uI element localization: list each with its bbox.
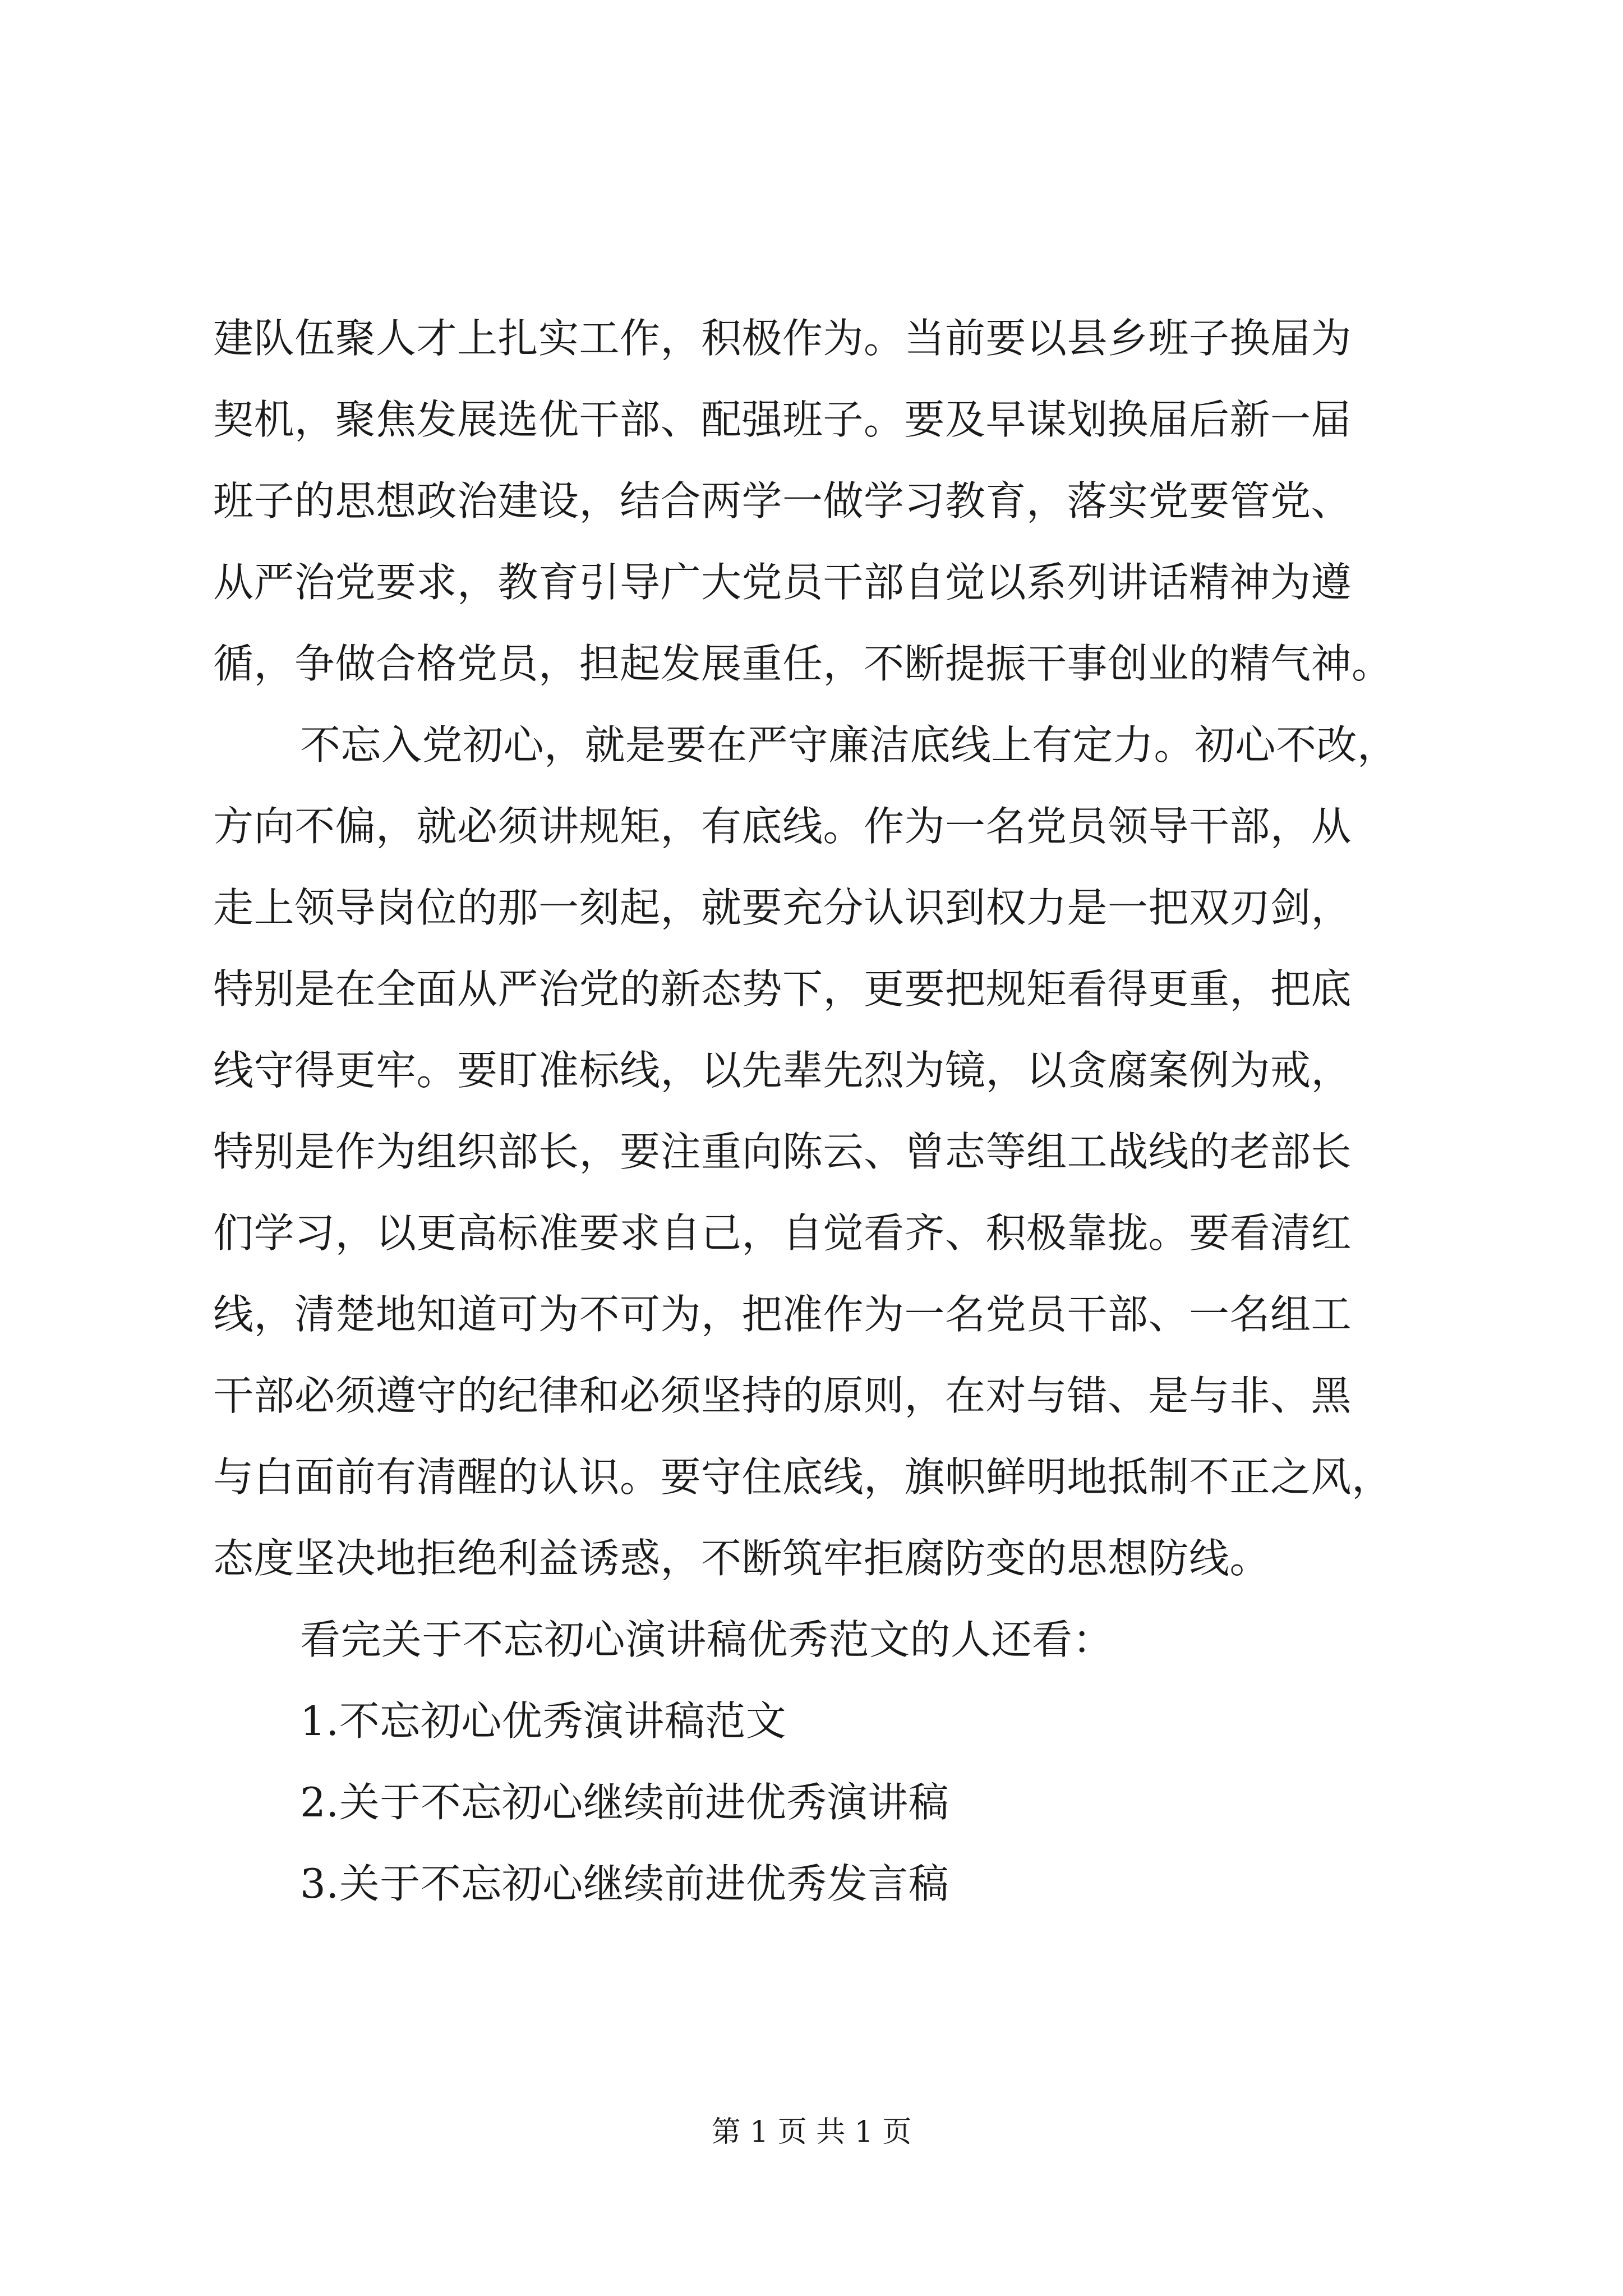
body-line: 方向不偏，就必须讲规矩，有底线。作为一名党员领导干部，从 <box>213 803 1352 850</box>
body-line: 契机，聚焦发展选优干部、配强班子。要及早谋划换届后新一届 <box>213 396 1352 443</box>
body-line: 走上领导岗位的那一刻起，就要充分认识到权力是一把双刃剑， <box>213 884 1352 931</box>
body-line: 特别是在全面从严治党的新态势下，更要把规矩看得更重，把底 <box>213 965 1352 1013</box>
body-line: 线守得更牢。要盯准标线，以先辈先烈为镜，以贪腐案例为戒， <box>213 1047 1352 1094</box>
related-item: 3.关于不忘初心继续前进优秀发言稿 <box>300 1860 949 1907</box>
body-line: 与白面前有清醒的认识。要守住底线，旗帜鲜明地抵制不正之风， <box>213 1453 1393 1501</box>
body-line: 班子的思想政治建设，结合两学一做学习教育，落实党要管党、 <box>213 477 1352 524</box>
body-line: 特别是作为组织部长，要注重向陈云、曾志等组工战线的老部长 <box>213 1128 1352 1175</box>
related-item: 1.不忘初心优秀演讲稿范文 <box>300 1697 787 1745</box>
body-line: 线，清楚地知道可为不可为，把准作为一名党员干部、一名组工 <box>213 1291 1352 1338</box>
body-line: 从严治党要求，教育引导广大党员干部自觉以系列讲话精神为遵 <box>213 559 1352 606</box>
body-line: 态度坚决地拒绝利益诱惑，不断筑牢拒腐防变的思想防线。 <box>213 1535 1271 1582</box>
body-line: 干部必须遵守的纪律和必须坚持的原则，在对与错、是与非、黑 <box>213 1372 1352 1419</box>
related-item: 2.关于不忘初心继续前进优秀演讲稿 <box>300 1779 949 1826</box>
body-line: 建队伍聚人才上扎实工作，积极作为。当前要以县乡班子换届为 <box>213 315 1352 362</box>
body-line: 循，争做合格党员，担起发展重任，不断提振干事创业的精气神。 <box>213 640 1393 687</box>
page-footer: 第 1 页 共 1 页 <box>711 2115 912 2149</box>
body-line: 们学习，以更高标准要求自己，自觉看齐、积极靠拢。要看清红 <box>213 1209 1352 1257</box>
paragraph-first-line: 不忘入党初心，就是要在严守廉洁底线上有定力。初心不改， <box>300 721 1398 769</box>
related-heading: 看完关于不忘初心演讲稿优秀范文的人还看： <box>300 1616 1114 1663</box>
